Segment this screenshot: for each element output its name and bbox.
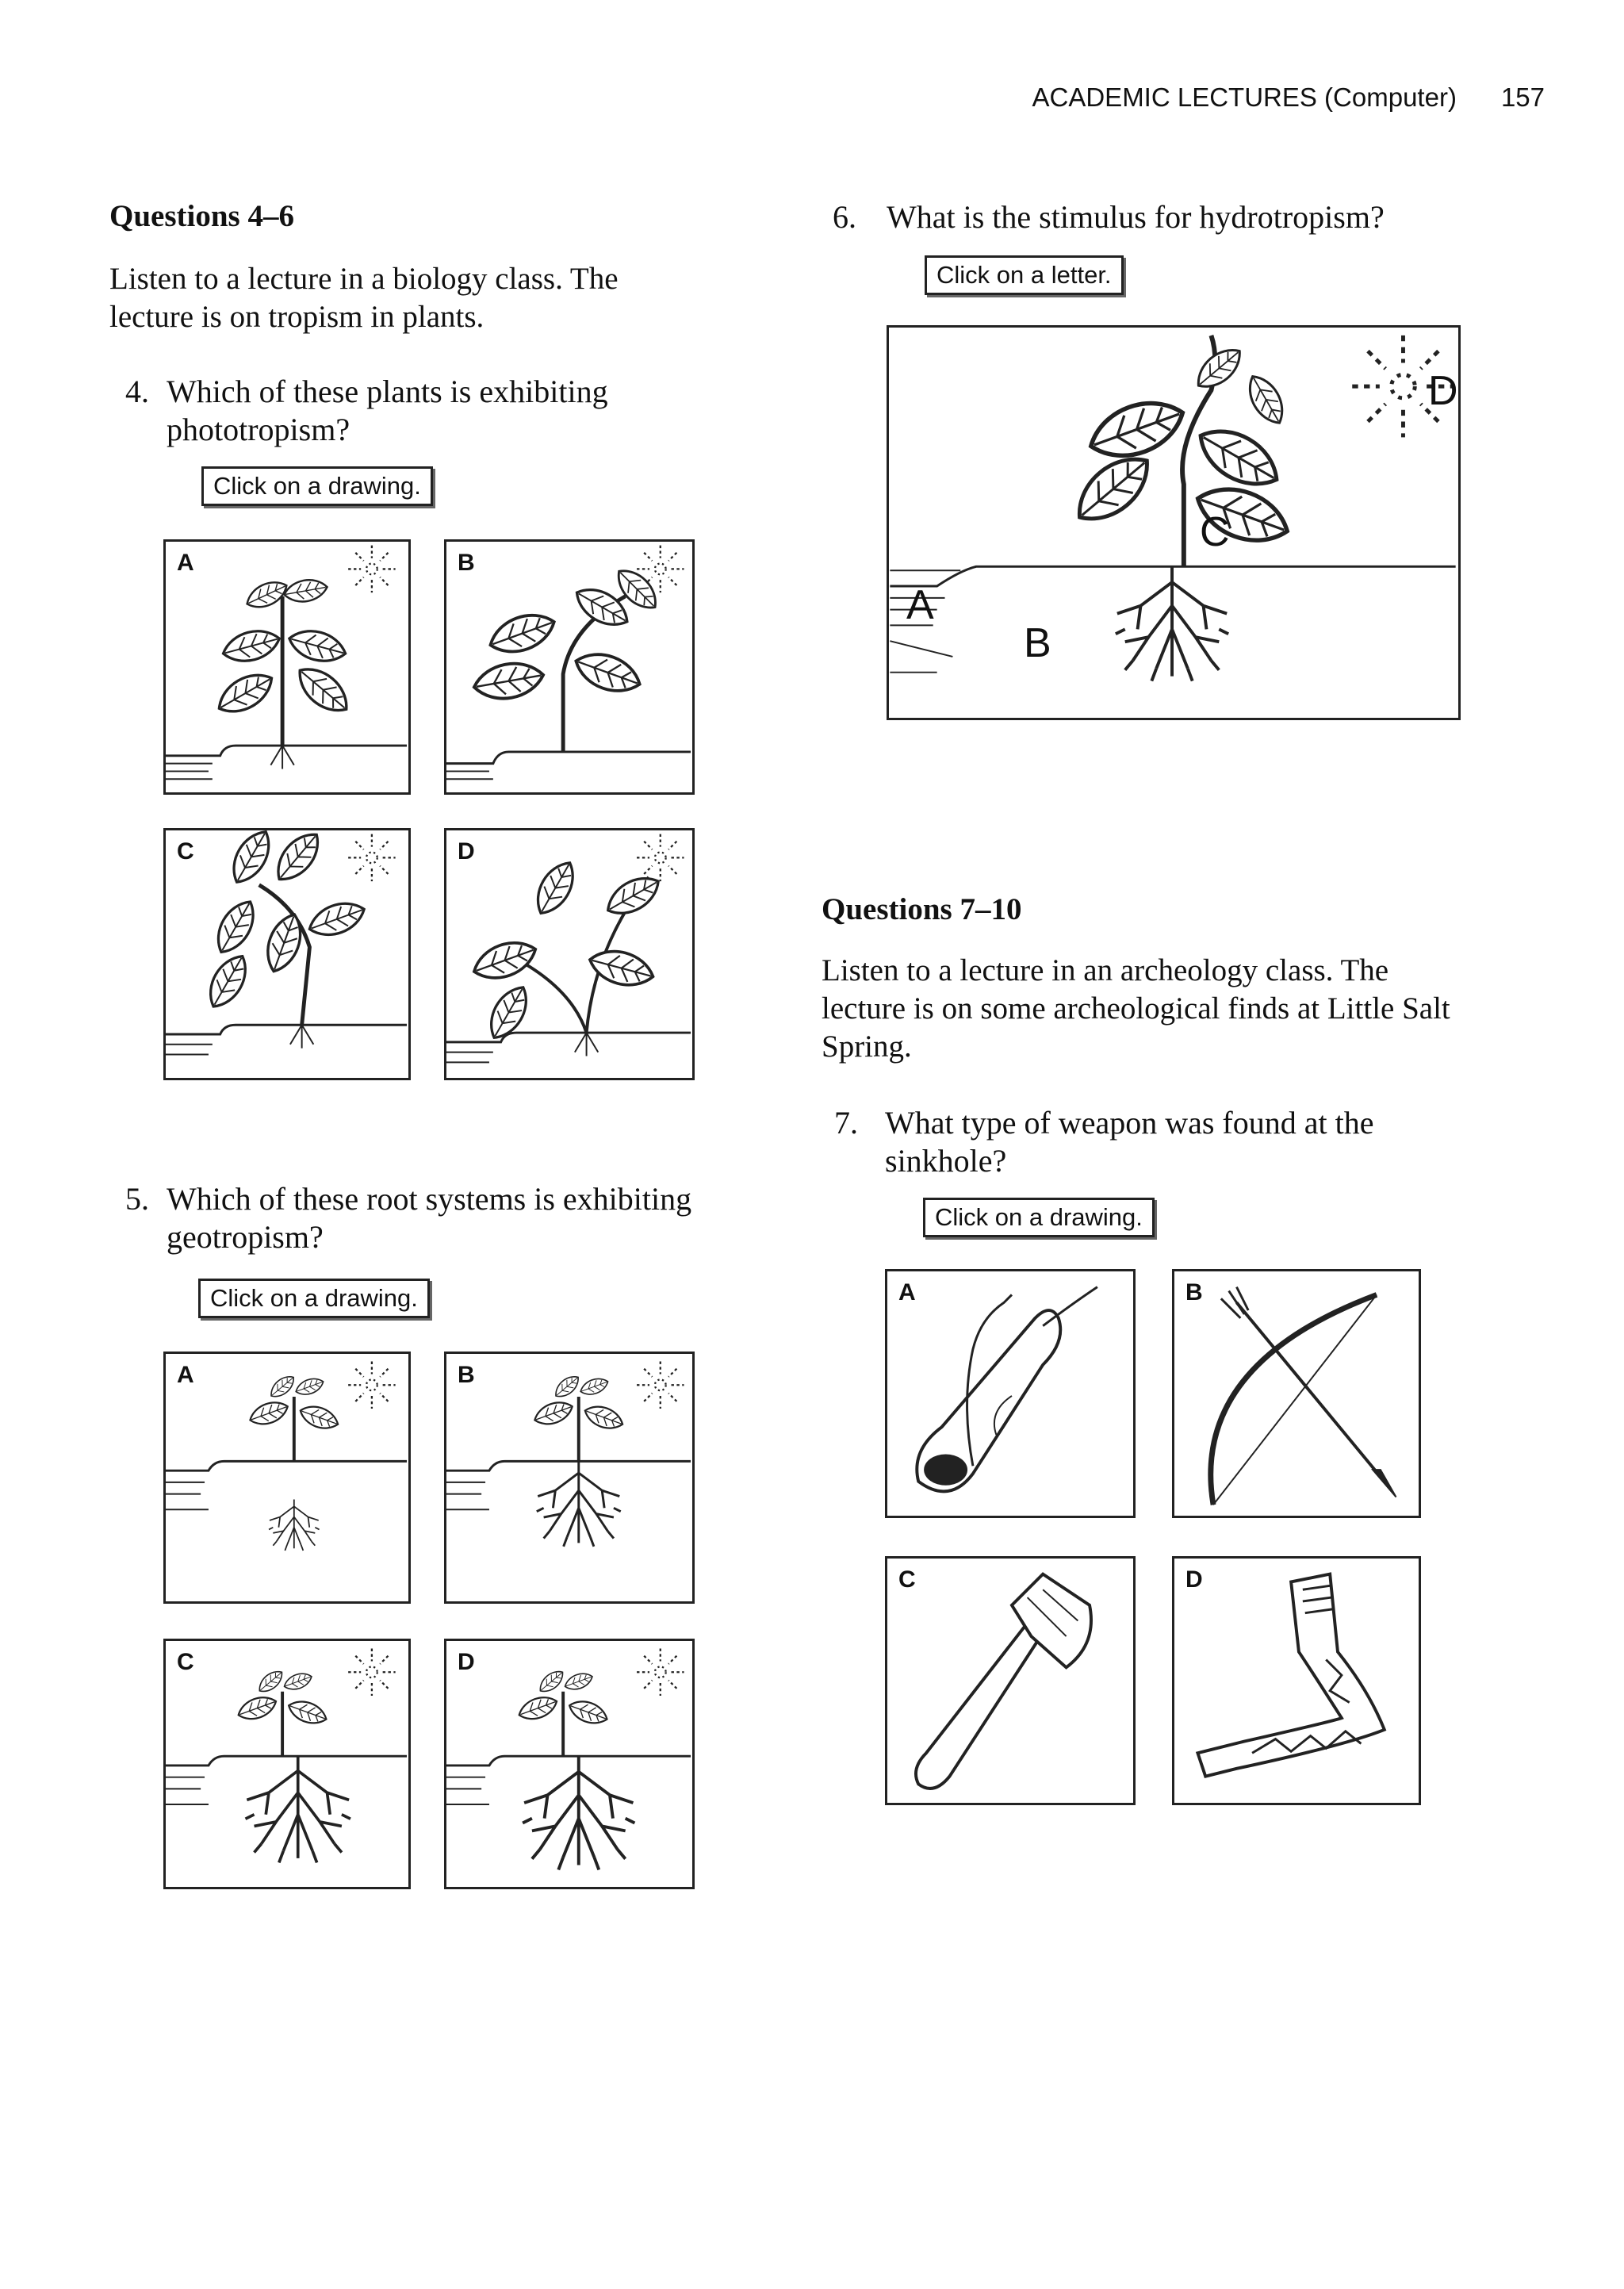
questions-4-6-heading: Questions 4–6 <box>109 199 294 233</box>
question-number: 7. <box>834 1105 858 1141</box>
question-number: 5. <box>125 1181 149 1217</box>
lecture-intro-biology: Listen to a lecture in a biology class. The lecture is on tropism in plants. <box>109 262 619 334</box>
section-title: ACADEMIC LECTURES (Computer) <box>1032 82 1457 112</box>
option-d-roots[interactable] <box>444 1639 695 1889</box>
root-system-drawing-icon <box>446 1354 692 1601</box>
option-label: A <box>177 550 194 576</box>
root-system-drawing-icon <box>446 1641 692 1887</box>
label-c[interactable]: C <box>1200 509 1230 555</box>
plant-sun-drawing-icon <box>446 830 692 1078</box>
click-drawing-button[interactable]: Click on a drawing. <box>201 466 433 506</box>
option-label: A <box>898 1279 916 1306</box>
option-b-plant[interactable] <box>444 539 695 795</box>
option-c-weapon[interactable] <box>885 1556 1136 1805</box>
hydrotropism-scene-icon <box>889 328 1458 718</box>
hydrotropism-scene <box>887 325 1461 720</box>
plant-sun-drawing-icon <box>166 542 408 792</box>
option-c-plant[interactable] <box>163 828 411 1080</box>
running-header <box>1032 82 1545 113</box>
question-text: What type of weapon was found at the sinkhole? <box>885 1105 1374 1179</box>
option-label: B <box>458 550 475 576</box>
click-drawing-button[interactable]: Click on a drawing. <box>198 1279 430 1318</box>
question-6 <box>833 198 1515 246</box>
option-label: A <box>177 1362 194 1388</box>
option-label: D <box>458 838 475 865</box>
option-a-weapon[interactable] <box>885 1269 1136 1518</box>
option-label: C <box>898 1566 916 1593</box>
option-label: B <box>458 1362 475 1388</box>
option-c-roots[interactable] <box>163 1639 411 1889</box>
option-label: D <box>458 1649 475 1675</box>
click-letter-button[interactable]: Click on a letter. <box>925 255 1124 295</box>
option-b-roots[interactable] <box>444 1352 695 1604</box>
question-number: 4. <box>125 374 149 409</box>
label-b[interactable]: B <box>1024 620 1051 666</box>
question-7 <box>834 1104 1516 1183</box>
question-5 <box>125 1180 776 1260</box>
root-system-drawing-icon <box>166 1354 408 1601</box>
label-a[interactable]: A <box>906 582 934 628</box>
plant-sun-drawing-icon <box>446 542 692 792</box>
root-system-drawing-icon <box>166 1641 408 1887</box>
question-4 <box>125 373 776 452</box>
click-drawing-button[interactable]: Click on a drawing. <box>923 1198 1155 1237</box>
page-number: 157 <box>1500 82 1545 112</box>
question-text: Which of these root systems is exhibiting geotropism? <box>167 1181 692 1255</box>
option-b-weapon[interactable] <box>1172 1269 1421 1518</box>
option-a-roots[interactable] <box>163 1352 411 1604</box>
question-text: Which of these plants is exhibiting phototropism? <box>167 374 608 447</box>
weapon-drawing-icon <box>887 1559 1133 1803</box>
questions-7-10-heading: Questions 7–10 <box>822 892 1022 926</box>
option-d-plant[interactable] <box>444 828 695 1080</box>
weapon-drawing-icon <box>1174 1271 1419 1516</box>
option-label: B <box>1185 1279 1203 1306</box>
lecture-intro-archeology: Listen to a lecture in an archeology class. The lecture is on some archeological finds at Little Salt Spring. <box>822 953 1450 1064</box>
option-label: C <box>177 1649 194 1675</box>
option-label: C <box>177 838 194 865</box>
option-a-plant[interactable] <box>163 539 411 795</box>
plant-sun-drawing-icon <box>166 830 408 1078</box>
question-text: What is the stimulus for hydrotropism? <box>887 199 1385 235</box>
weapon-drawing-icon <box>1174 1559 1419 1803</box>
label-d[interactable]: D <box>1428 368 1458 414</box>
option-d-weapon[interactable] <box>1172 1556 1421 1805</box>
option-label: D <box>1185 1566 1203 1593</box>
weapon-drawing-icon <box>887 1271 1133 1516</box>
question-number: 6. <box>833 199 856 235</box>
